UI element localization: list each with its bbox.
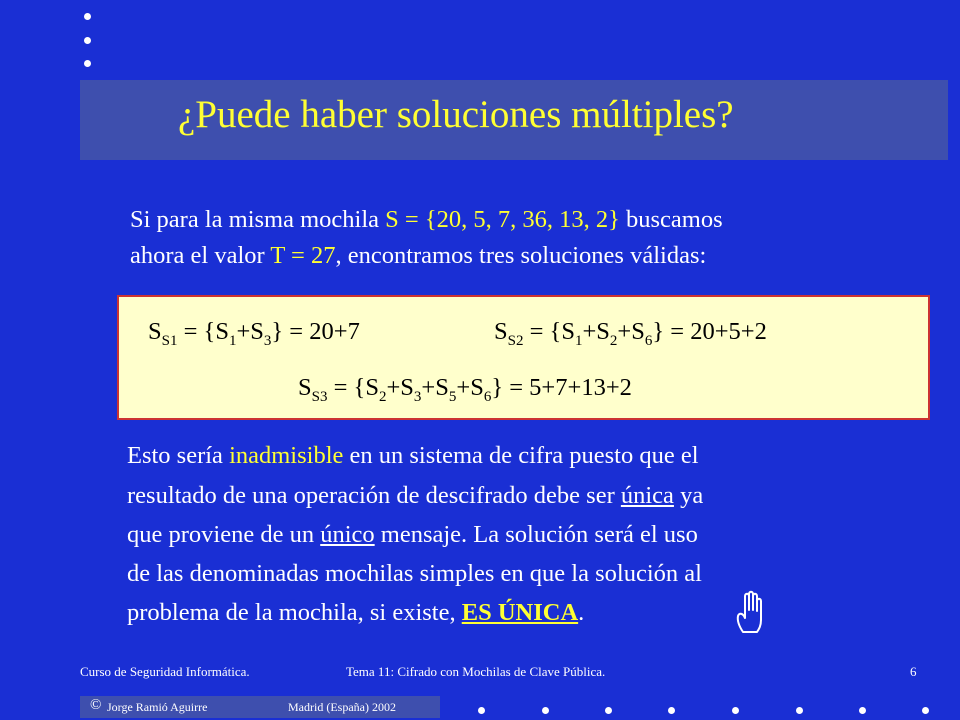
- intro-line-2: [130, 239, 706, 273]
- conclusion-4: de las denominadas mochilas simples en que la solución al: [127, 560, 702, 587]
- s3-plus-2: +: [421, 374, 436, 401]
- intro-text-1b: buscamos: [619, 206, 723, 233]
- s2-term-1-sub: 1: [574, 332, 583, 349]
- conclusion-2a: resultado de una operación de descifrado debe ser: [127, 482, 621, 509]
- decor-dot-bottom-6: [796, 707, 803, 714]
- s3-term-4: S: [470, 374, 484, 401]
- conclusion-5a: problema de la mochila, si existe,: [127, 599, 462, 626]
- conclusion-3b: mensaje. La solución será el uso: [374, 521, 698, 548]
- conclusion-inadmissible-highlight: inadmisible: [229, 442, 344, 469]
- intro-line-1: [130, 203, 723, 237]
- s1-label-sub: S1: [161, 332, 178, 349]
- s2-pre: = {: [523, 318, 562, 345]
- s2-plus-1: +: [582, 318, 597, 345]
- hand-pointer-icon: [734, 590, 768, 634]
- conclusion-unico-underline: único: [320, 521, 375, 548]
- s3-term-3: S: [435, 374, 449, 401]
- intro-text-2b: , encontramos tres soluciones válidas:: [335, 242, 707, 269]
- intro-target-highlight: T = 27: [270, 242, 336, 269]
- copyright-icon: ©: [90, 697, 102, 713]
- s1-pre: = {: [177, 318, 216, 345]
- decor-dot-top-1: [84, 13, 91, 20]
- solution-s3: [298, 374, 632, 406]
- solution-s2: [494, 318, 767, 350]
- s3-term-4-sub: 6: [483, 388, 492, 405]
- conclusion-2b: ya: [673, 482, 704, 509]
- s2-plus-2: +: [617, 318, 632, 345]
- decor-dot-bottom-4: [668, 707, 675, 714]
- s3-term-1: S: [365, 374, 379, 401]
- intro-text-2a: ahora el valor: [130, 242, 271, 269]
- decor-dot-bottom-1: [478, 707, 485, 714]
- s3-term-2-sub: 3: [413, 388, 422, 405]
- slide-title: ¿Puede haber soluciones múltiples?: [178, 93, 734, 136]
- decor-dot-bottom-7: [859, 707, 866, 714]
- conclusion-3a: que proviene de un: [127, 521, 321, 548]
- intro-text-1a: Si para la misma mochila: [130, 206, 386, 233]
- conclusion-5b: .: [578, 599, 585, 626]
- s2-post: } = 20+5+2: [652, 318, 767, 345]
- footer-page-number: 6: [910, 664, 917, 679]
- s3-term-2: S: [400, 374, 414, 401]
- s1-term-1: S: [215, 318, 229, 345]
- footer-course: Curso de Seguridad Informática.: [80, 664, 250, 679]
- s3-label: S: [298, 374, 312, 401]
- solution-s1: [148, 318, 360, 350]
- decor-dot-bottom-2: [542, 707, 549, 714]
- footer-topic: Tema 11: Cifrado con Mochilas de Clave Pública.: [346, 664, 606, 679]
- decor-dot-top-3: [84, 60, 91, 67]
- s2-term-3: S: [631, 318, 645, 345]
- conclusion-line-4: [127, 557, 702, 591]
- conclusion-es-unica-highlight: ES ÚNICA: [461, 599, 579, 626]
- s3-plus-1: +: [386, 374, 401, 401]
- s2-term-2-sub: 2: [609, 332, 618, 349]
- footer-author: Jorge Ramió Aguirre: [107, 700, 208, 714]
- s2-label-sub: S2: [507, 332, 524, 349]
- decor-dot-bottom-3: [605, 707, 612, 714]
- s2-label: S: [494, 318, 508, 345]
- s3-pre: = {: [327, 374, 366, 401]
- intro-set-highlight: S = {20, 5, 7, 36, 13, 2}: [385, 206, 620, 233]
- decor-dot-top-2: [84, 37, 91, 44]
- s3-plus-3: +: [456, 374, 471, 401]
- s1-label: S: [148, 318, 162, 345]
- s1-term-1-sub: 1: [228, 332, 237, 349]
- conclusion-1a: Esto sería: [127, 442, 230, 469]
- decor-dot-bottom-8: [922, 707, 929, 714]
- s3-term-3-sub: 5: [448, 388, 457, 405]
- s1-term-2: S: [250, 318, 264, 345]
- conclusion-line-1: [127, 439, 699, 473]
- s2-term-3-sub: 6: [644, 332, 653, 349]
- conclusion-line-5: [127, 596, 584, 630]
- s1-post: } = 20+7: [271, 318, 360, 345]
- s1-term-2-sub: 3: [263, 332, 272, 349]
- conclusion-line-2: [127, 479, 703, 513]
- conclusion-unique-underline: única: [620, 482, 674, 509]
- footer-place: Madrid (España) 2002: [288, 700, 396, 714]
- conclusion-line-3: [127, 518, 698, 552]
- s2-term-1: S: [561, 318, 575, 345]
- s2-term-2: S: [596, 318, 610, 345]
- s3-post: } = 5+7+13+2: [491, 374, 632, 401]
- decor-dot-bottom-5: [732, 707, 739, 714]
- s3-term-1-sub: 2: [378, 388, 387, 405]
- s3-label-sub: S3: [311, 388, 328, 405]
- s1-plus: +: [236, 318, 251, 345]
- conclusion-1b: en un sistema de cifra puesto que el: [343, 442, 699, 469]
